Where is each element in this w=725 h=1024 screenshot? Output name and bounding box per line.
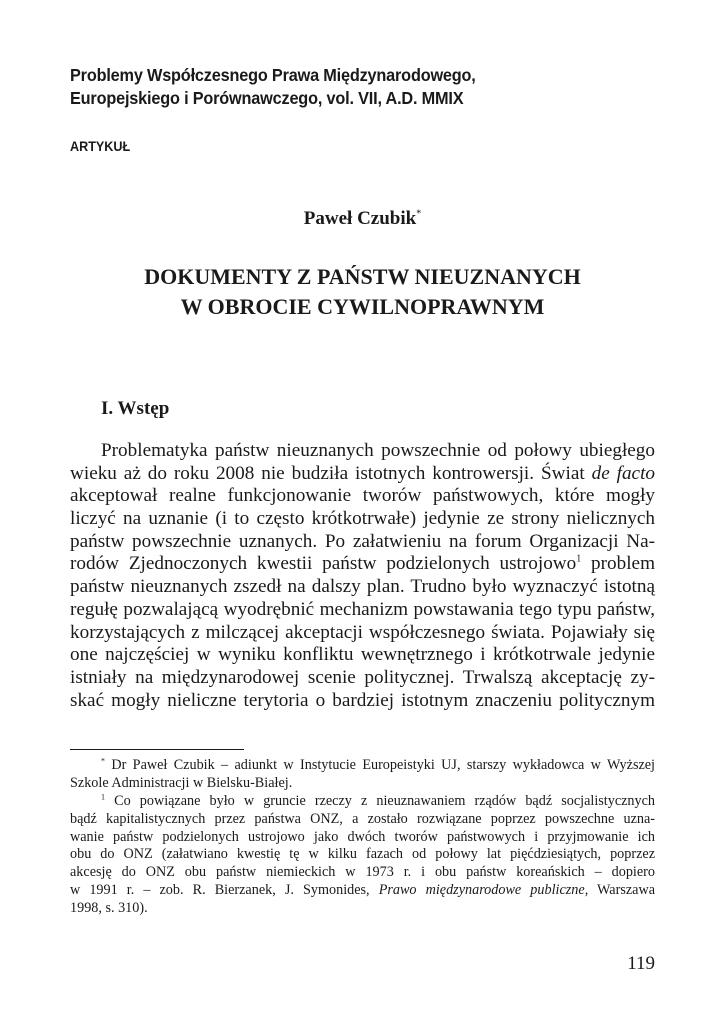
journal-title-line: Europejskiego i Porównawczego, vol. VII, A.D. MMIX	[70, 88, 464, 108]
article-title-line: W OBROCIE CYWILNOPRAWNYM	[180, 294, 545, 319]
body-line: regułę pozwalającą wyodrębnić mechanizm powstawania tego typu państw,	[70, 598, 655, 620]
article-title-line: DOKUMENTY Z PAŃSTW NIEUZNANYCH	[144, 264, 581, 289]
footnote-line	[70, 757, 655, 775]
body-paragraph	[70, 440, 655, 712]
journal-title-line: Problemy Współczesnego Prawa Międzynarodowego,	[70, 65, 476, 85]
body-text: problem	[581, 553, 656, 575]
footnote-line: Szkole Administracji w Bielsku-Białej.	[70, 774, 293, 791]
author-name	[0, 208, 725, 230]
author-footnote-mark: *	[416, 208, 422, 220]
article-title	[0, 262, 725, 322]
footnote-line	[70, 882, 655, 900]
footnotes	[70, 757, 655, 918]
article-category: ARTYKUŁ	[70, 138, 131, 154]
body-line: istniały na międzynarodowej scenie politycznej. Trwalszą akceptację zy-	[70, 666, 655, 688]
body-line: państw nieuznanych zszedł na dalszy plan. Trudno było wyznaczyć istotną	[70, 576, 655, 598]
body-text: wieku aż do roku 2008 nie budziła istotnych kontrowersji. Świat	[70, 462, 592, 484]
body-line: korzystających z milczącej akceptacji współczesnego świata. Pojawiały się	[70, 621, 655, 643]
footnote-line: bądź kapitalistycznych przez państwa ONZ, a zostało rozwiązane poprzez powszechne uzna-	[70, 810, 655, 827]
body-line: skać mogły nieliczne terytoria o bardziej istotnym znaczeniu politycznym	[70, 689, 655, 711]
body-line: liczyć na uznanie (i to często krótkotrwałe) jedynie ze strony nielicznych	[70, 508, 655, 530]
body-line: akceptował realne funkcjonowanie tworów państwowych, które mogły	[70, 485, 655, 507]
footnote-divider	[70, 749, 244, 750]
footnote-line: wanie państw podzielonych ustrojowo jako dwóch tworów państwowych i przyjmowanie ich	[70, 828, 655, 845]
footnote-mark: 1	[101, 792, 105, 802]
footnote-text: Co powiązane było w gruncie rzeczy z nieuznawaniem rządów bądź socjalistycznych	[105, 792, 655, 809]
body-line	[70, 463, 655, 486]
footnote-ref[interactable]: 1	[576, 554, 582, 566]
section-heading: I. Wstęp	[101, 398, 170, 419]
author-name-text: Paweł Czubik	[303, 208, 417, 229]
footnote-line: akcesję do ONZ obu państw niemieckich w 1973 r. i obu państw koreańskich – dopiero	[70, 864, 655, 881]
body-line: Problematyka państw nieuznanych powszechnie od połowy ubiegłego	[101, 440, 655, 461]
footnote-text: , Warszawa	[584, 882, 655, 899]
footnote-mark: *	[101, 756, 105, 766]
footnote-italic: Prawo międzynarodowe publiczne	[378, 882, 585, 899]
footnote-line: obu do ONZ (załatwiano kwestię tę w kilku fazach od połowy lat pięćdziesiątych, poprzez	[70, 846, 655, 863]
body-line: one najczęściej w wyniku konfliktu wewnętrznego i krótkotrwale jedynie	[70, 644, 655, 666]
footnote-line	[70, 793, 655, 811]
footnote-line: 1998, s. 310).	[70, 900, 148, 917]
footnote-text: w 1991 r. – zob. R. Bierzanek, J. Symonides,	[70, 882, 379, 899]
footnote-text: Dr Paweł Czubik – adiunkt w Instytucie Europeistyki UJ, starszy wykładowca w Wyższej	[105, 757, 655, 773]
body-text: rodów Zjednoczonych kwestii państw podzielonych ustrojowo	[70, 553, 577, 575]
body-italic: de facto	[591, 462, 655, 484]
journal-title	[70, 64, 619, 110]
body-line: państw powszechnie uznanych. Po załatwieniu na forum Organizacji Na-	[70, 530, 655, 552]
page-number: 119	[627, 953, 655, 974]
body-line	[70, 553, 655, 576]
